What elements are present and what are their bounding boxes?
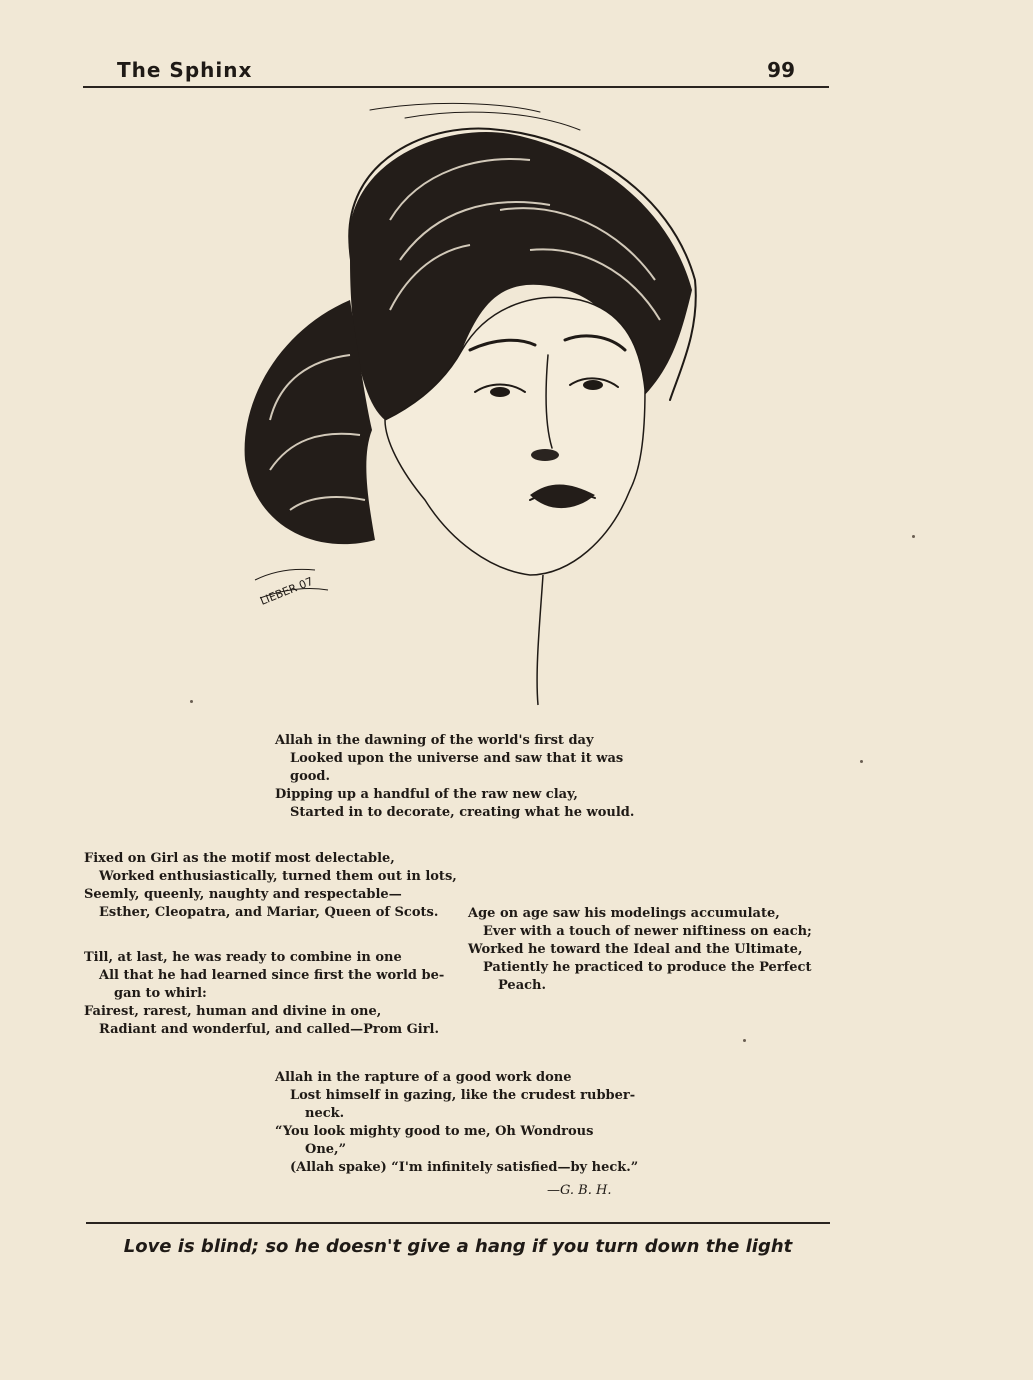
verse-line: All that he had learned since first the world be- — [99, 968, 445, 983]
portrait-illustration — [200, 100, 710, 710]
verse-line: Fixed on Girl as the motif most delectable, — [84, 851, 395, 866]
paper-speck — [860, 760, 863, 763]
portrait-icon — [200, 100, 710, 710]
verse-line: Patiently he practiced to produce the Perfect — [483, 960, 812, 975]
verse-line: Age on age saw his modelings accumulate, — [468, 906, 780, 921]
verse-line: (Allah spake) “I'm infinitely satisfied—by heck.” — [290, 1160, 639, 1175]
verse-line: gan to whirl: — [114, 986, 207, 1001]
verse-line: Dipping up a handful of the raw new clay, — [275, 787, 578, 802]
verse-line: Lost himself in gazing, like the crudest rubber- — [290, 1088, 636, 1103]
page-number: 99 — [767, 58, 795, 82]
verse-line: Radiant and wonderful, and called—Prom Girl. — [99, 1022, 440, 1037]
verse-line: Peach. — [498, 978, 547, 993]
verse-line: Allah in the dawning of the world's first day — [275, 733, 594, 748]
verse-line: Till, at last, he was ready to combine in one — [84, 950, 402, 965]
paper-speck — [912, 535, 915, 538]
stanza-1 — [275, 732, 634, 822]
verse-line: Looked upon the universe and saw that it was — [290, 751, 624, 766]
stanza-2 — [84, 850, 457, 922]
footer-divider — [86, 1222, 830, 1224]
paper-speck — [743, 1039, 746, 1042]
paper-speck — [190, 700, 193, 703]
verse-line: Esther, Cleopatra, and Mariar, Queen of Scots. — [99, 905, 439, 920]
verse-line: Started in to decorate, creating what he would. — [290, 805, 635, 820]
verse-line: Worked he toward the Ideal and the Ultimate, — [468, 942, 803, 957]
verse-line: Ever with a touch of newer niftiness on each; — [483, 924, 812, 939]
page-header — [83, 56, 829, 88]
verse-line: One,” — [305, 1142, 347, 1157]
stanza-5 — [275, 1069, 638, 1177]
verse-line: Seemly, queenly, naughty and respectable— — [84, 887, 402, 902]
verse-line: Fairest, rarest, human and divine in one, — [84, 1004, 382, 1019]
stanza-4 — [84, 949, 444, 1039]
artist-signature: LIEBER 07 — [258, 574, 316, 608]
verse-line: good. — [290, 769, 331, 784]
verse-line: Worked enthusiastically, turned them out in lots, — [99, 869, 457, 884]
footer-quip: Love is blind; so he doesn't give a hang if you turn down the light — [123, 1236, 793, 1257]
verse-line: Allah in the rapture of a good work done — [275, 1070, 572, 1085]
author-signature: —G. B. H. — [547, 1183, 612, 1198]
verse-line: neck. — [305, 1106, 345, 1121]
magazine-title: The Sphinx — [117, 58, 253, 82]
stanza-3 — [468, 905, 812, 995]
verse-line: “You look mighty good to me, Oh Wondrous — [275, 1124, 594, 1139]
